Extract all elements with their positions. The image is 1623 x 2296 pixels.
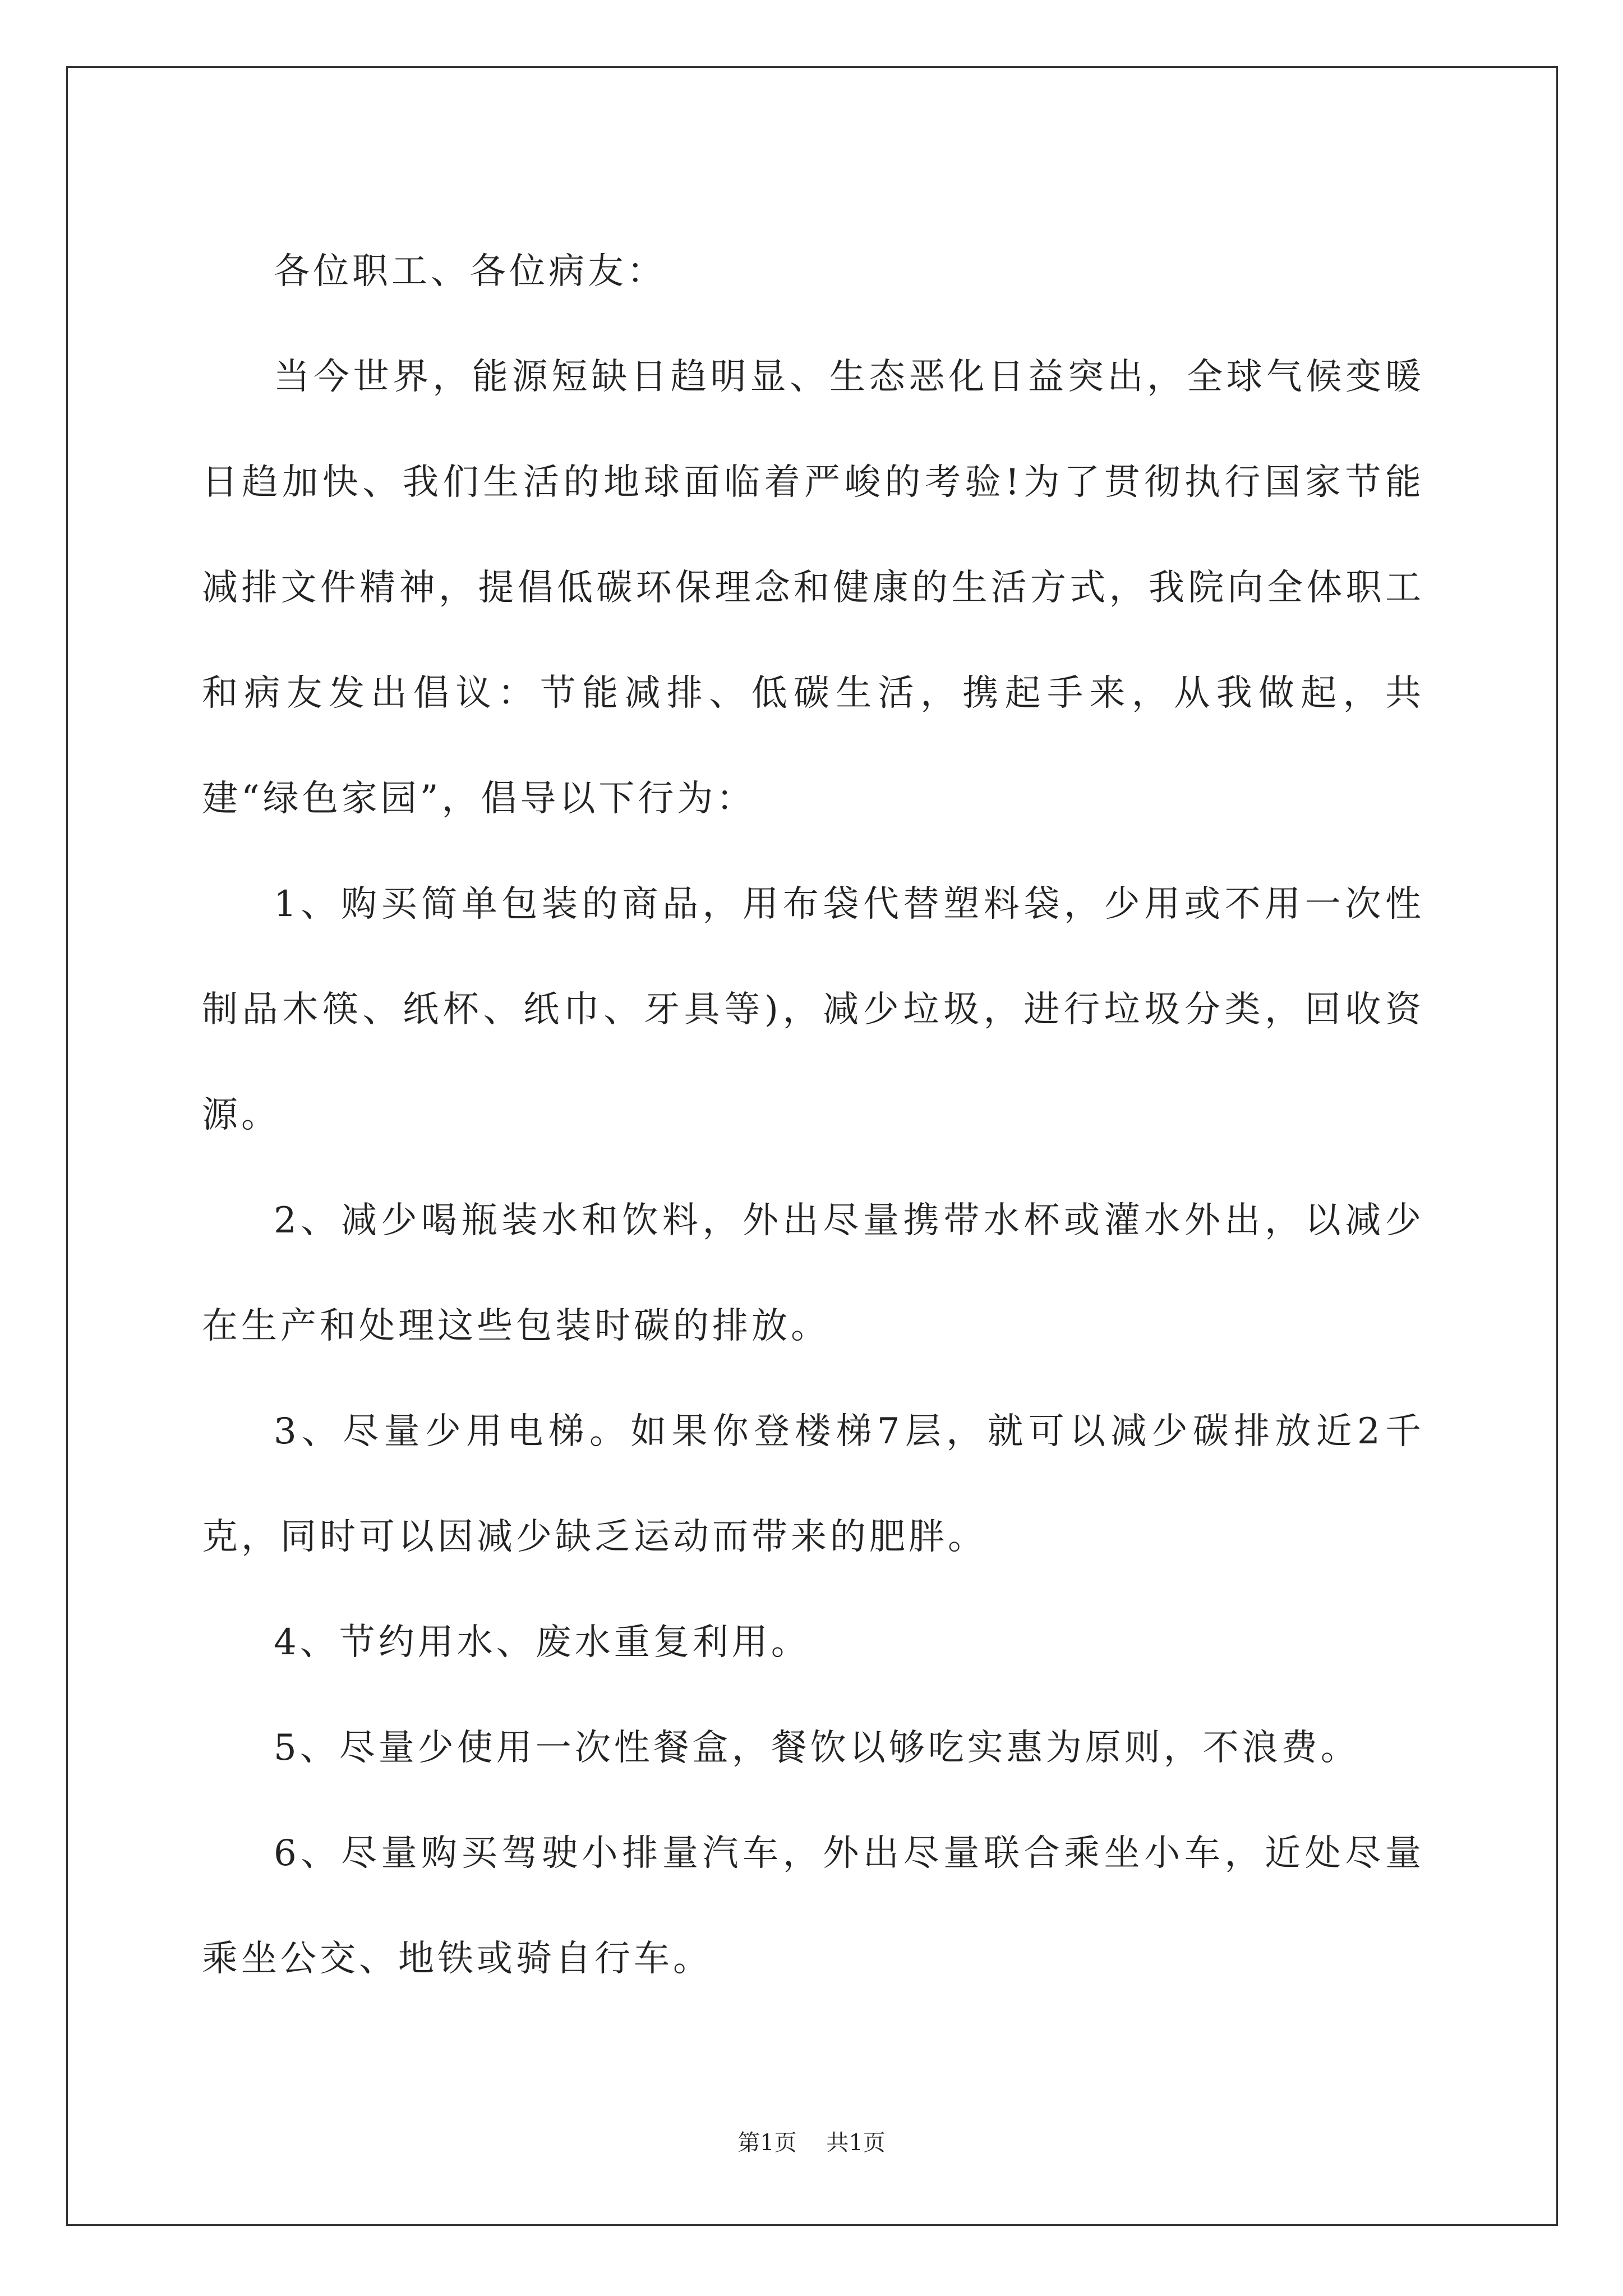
page-footer [0, 2126, 1623, 2160]
page-number-total: 共1页 [826, 2130, 886, 2156]
document-body [202, 219, 1424, 2012]
greeting: 各位职工、各位病友： [274, 251, 666, 292]
paragraph-item-6: 6、尽量购买驾驶小排量汽车，外出尽量联合乘坐小车，近处尽量乘坐公交、地铁或骑自行车。 [202, 1833, 1424, 1980]
paragraph-item-4: 4、节约用水、废水重复利用。 [274, 1622, 810, 1663]
paragraph-intro: 当今世界，能源短缺日趋明显、生态恶化日益突出，全球气候变暖日趋加快、我们生活的地球面临着严峻的考验!为了贯彻执行国家节能减排文件精神，提倡低碳环保理念和健康的生活方式，我院向全体职工和病友发出倡议：节能减排、低碳生活，携起手来，从我做起，共建“绿色家园”，倡导以下行为： [202, 356, 1424, 820]
paragraph-item-2: 2、减少喝瓶装水和饮料，外出尽量携带水杯或灌水外出，以减少在生产和处理这些包装时碳的排放。 [202, 1200, 1424, 1347]
paragraph-item-3: 3、尽量少用电梯。如果你登楼梯7层，就可以减少碳排放近2千克，同时可以因减少缺乏运动而带来的肥胖。 [202, 1411, 1424, 1558]
page-number-current: 第1页 [737, 2130, 797, 2156]
paragraph-item-5: 5、尽量少使用一次性餐盒，餐饮以够吃实惠为原则，不浪费。 [274, 1727, 1360, 1769]
paragraph-item-1: 1、购买简单包装的商品，用布袋代替塑料袋，少用或不用一次性制品木筷、纸杯、纸巾、牙具等)，减少垃圾，进行垃圾分类，回收资源。 [202, 884, 1424, 1136]
